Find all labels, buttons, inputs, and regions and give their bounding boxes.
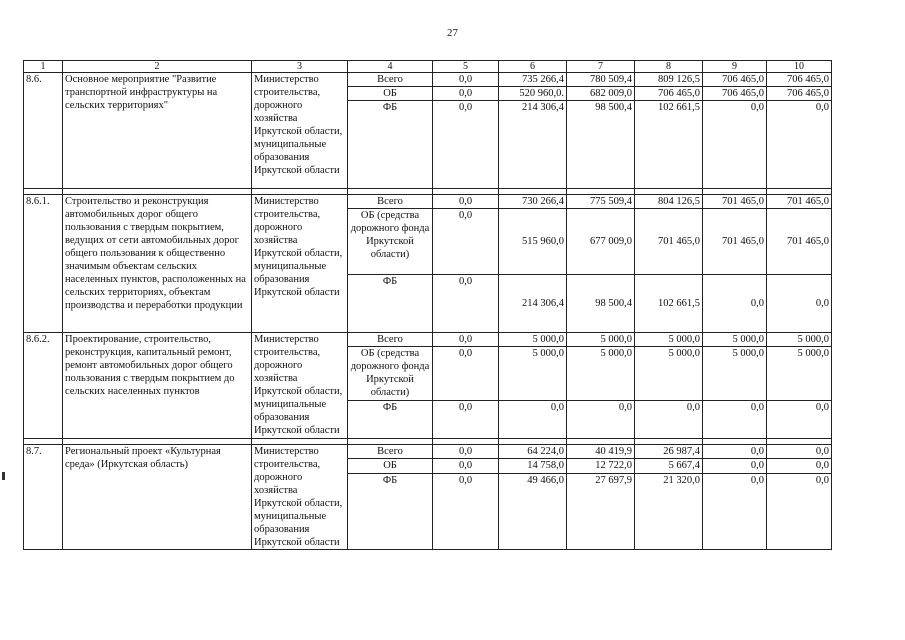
value-cell: 706 465,0	[767, 87, 832, 101]
value-cell: 706 465,0	[703, 73, 767, 87]
value-cell: 5 000,0	[703, 347, 767, 401]
value-cell: 735 266,4	[499, 73, 567, 87]
value-cell: 0,0	[703, 459, 767, 473]
funding-source: ФБ	[348, 473, 433, 549]
funding-source: Всего	[348, 195, 433, 209]
value-cell: 5 000,0	[635, 333, 703, 347]
value-cell: 102 661,5	[635, 101, 703, 189]
value-cell: 730 266,4	[499, 195, 567, 209]
value-cell: 701 465,0	[767, 195, 832, 209]
value-cell: 5 000,0	[499, 333, 567, 347]
value-cell: 775 509,4	[567, 195, 635, 209]
value-cell: 26 987,4	[635, 445, 703, 459]
funding-source: ОБ (средства дорожного фонда Иркутской области)	[348, 209, 433, 275]
value-cell: 0,0	[433, 73, 499, 87]
row-number: 8.6.2.	[24, 333, 63, 439]
row-number: 8.7.	[24, 445, 63, 550]
value-cell: 780 509,4	[567, 73, 635, 87]
value-cell: 701 465,0	[635, 209, 703, 275]
value-cell: 214 306,4	[499, 101, 567, 189]
funding-source: ОБ (средства дорожного фонда Иркутской области)	[348, 347, 433, 401]
value-cell: 5 000,0	[767, 347, 832, 401]
value-cell: 98 500,4	[567, 275, 635, 333]
value-cell: 98 500,4	[567, 101, 635, 189]
value-cell: 14 758,0	[499, 459, 567, 473]
value-cell: 0,0	[433, 195, 499, 209]
funding-source: ОБ	[348, 459, 433, 473]
value-cell: 0,0	[703, 445, 767, 459]
value-cell: 0,0	[767, 445, 832, 459]
executor: Министерство строительства, дорожного хозяйства Иркутской области, муниципальные образования Иркутской области	[252, 333, 348, 439]
scan-margin-mark	[2, 472, 5, 480]
value-cell: 27 697,9	[567, 473, 635, 549]
col-header: 4	[348, 61, 433, 73]
table-row	[24, 73, 832, 87]
value-cell: 5 000,0	[567, 333, 635, 347]
value-cell: 0,0	[767, 473, 832, 549]
col-header: 10	[767, 61, 832, 73]
value-cell: 5 000,0	[703, 333, 767, 347]
value-cell: 0,0	[499, 401, 567, 439]
value-cell: 701 465,0	[703, 195, 767, 209]
funding-source: ОБ	[348, 87, 433, 101]
value-cell: 0,0	[635, 401, 703, 439]
value-cell: 0,0	[433, 401, 499, 439]
value-cell: 0,0	[433, 333, 499, 347]
value-cell: 0,0	[703, 401, 767, 439]
value-cell: 804 126,5	[635, 195, 703, 209]
value-cell: 0,0	[767, 101, 832, 189]
value-cell: 0,0	[433, 473, 499, 549]
col-header: 3	[252, 61, 348, 73]
row-number: 8.6.	[24, 73, 63, 189]
value-cell: 706 465,0	[635, 87, 703, 101]
col-header: 6	[499, 61, 567, 73]
value-cell: 677 009,0	[567, 209, 635, 275]
value-cell: 701 465,0	[767, 209, 832, 275]
value-cell: 5 667,4	[635, 459, 703, 473]
executor: Министерство строительства, дорожного хозяйства Иркутской области, муниципальные образования Иркутской области	[252, 445, 348, 550]
col-header: 2	[63, 61, 252, 73]
col-header: 5	[433, 61, 499, 73]
page-number: 27	[447, 27, 458, 39]
funding-source: Всего	[348, 445, 433, 459]
col-header: 7	[567, 61, 635, 73]
funding-source: ФБ	[348, 101, 433, 189]
value-cell: 5 000,0	[567, 347, 635, 401]
value-cell: 64 224,0	[499, 445, 567, 459]
value-cell: 0,0	[433, 275, 499, 333]
col-header: 9	[703, 61, 767, 73]
executor: Министерство строительства, дорожного хозяйства Иркутской области, муниципальные образования Иркутской области	[252, 195, 348, 333]
value-cell: 706 465,0	[703, 87, 767, 101]
row-number: 8.6.1.	[24, 195, 63, 333]
activity-name: Основное мероприятие "Развитие транспортной инфраструктуры на сельских территориях"	[63, 73, 252, 189]
value-cell: 0,0	[767, 401, 832, 439]
funding-source: Всего	[348, 333, 433, 347]
value-cell: 0,0	[703, 275, 767, 333]
col-header: 1	[24, 61, 63, 73]
value-cell: 809 126,5	[635, 73, 703, 87]
funding-source: Всего	[348, 73, 433, 87]
value-cell: 0,0	[433, 445, 499, 459]
value-cell: 5 000,0	[499, 347, 567, 401]
value-cell: 0,0	[703, 101, 767, 189]
value-cell: 5 000,0	[635, 347, 703, 401]
value-cell: 0,0	[567, 401, 635, 439]
value-cell: 5 000,0	[767, 333, 832, 347]
activity-name: Региональный проект «Культурная среда» (Иркутская область)	[63, 445, 252, 550]
value-cell: 701 465,0	[703, 209, 767, 275]
value-cell: 214 306,4	[499, 275, 567, 333]
header-row	[24, 61, 832, 73]
value-cell: 0,0	[703, 473, 767, 549]
value-cell: 0,0	[433, 209, 499, 275]
value-cell: 520 960,0.	[499, 87, 567, 101]
funding-source: ФБ	[348, 275, 433, 333]
value-cell: 0,0	[767, 275, 832, 333]
activity-name: Проектирование, строительство, реконструкция, капитальный ремонт, ремонт автомобильных дорог общего пользования с твердым покрытием до сельских населенных пунктов	[63, 333, 252, 439]
value-cell: 21 320,0	[635, 473, 703, 549]
value-cell: 515 960,0	[499, 209, 567, 275]
table-row	[24, 333, 832, 347]
funding-source: ФБ	[348, 401, 433, 439]
value-cell: 0,0	[433, 87, 499, 101]
executor: Министерство строительства, дорожного хозяйства Иркутской области, муниципальные образования Иркутской области	[252, 73, 348, 189]
value-cell: 706 465,0	[767, 73, 832, 87]
value-cell: 0,0	[433, 347, 499, 401]
table-row	[24, 445, 832, 459]
activity-name: Строительство и реконструкция автомобильных дорог общего пользования с твердым покрытием, ведущих от сети автомобильных дорог общего пользования к общественно значимым объектам сельских населенных пунктов, расположенных на сельских территориях, объектам производства и переработки продукции	[63, 195, 252, 333]
value-cell: 0,0	[433, 101, 499, 189]
value-cell: 40 419,9	[567, 445, 635, 459]
value-cell: 102 661,5	[635, 275, 703, 333]
value-cell: 49 466,0	[499, 473, 567, 549]
value-cell: 682 009,0	[567, 87, 635, 101]
program-table	[23, 60, 832, 550]
col-header: 8	[635, 61, 703, 73]
value-cell: 0,0	[433, 459, 499, 473]
value-cell: 0,0	[767, 459, 832, 473]
table-row	[24, 195, 832, 209]
value-cell: 12 722,0	[567, 459, 635, 473]
